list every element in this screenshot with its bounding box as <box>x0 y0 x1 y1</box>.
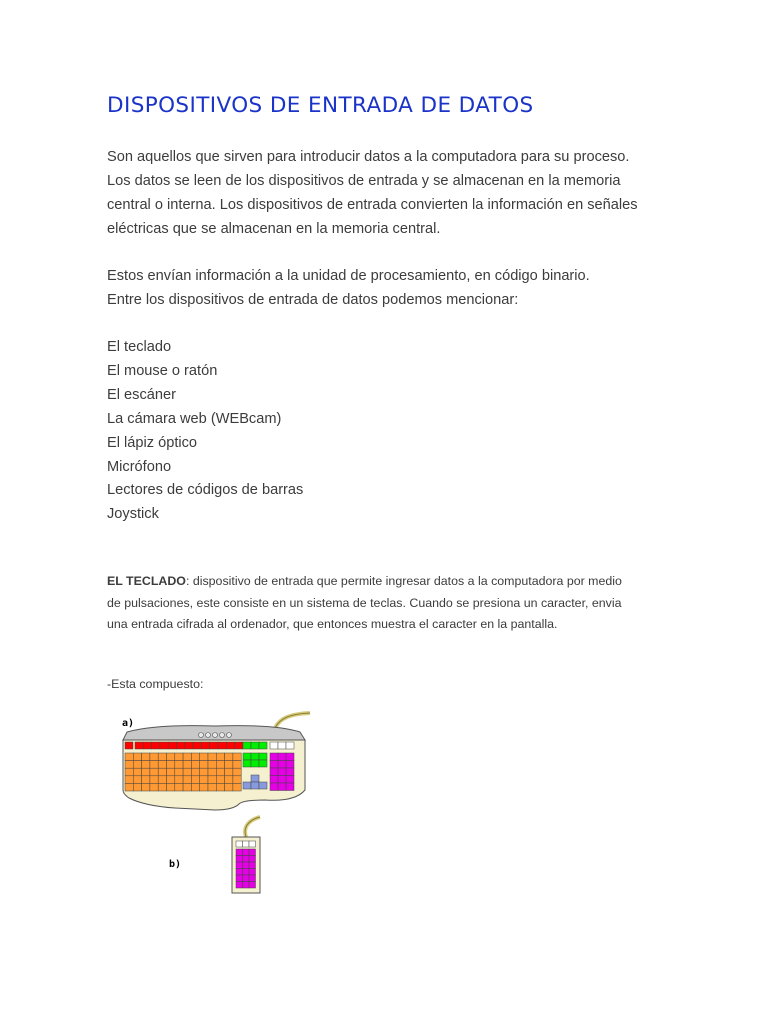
key <box>175 768 183 776</box>
key <box>278 768 286 776</box>
key <box>236 862 243 869</box>
compuesto-label: -Esta compuesto: <box>107 677 204 691</box>
key <box>142 783 150 791</box>
list-item: El lápiz óptico <box>107 434 198 451</box>
key <box>225 761 233 769</box>
key <box>208 761 216 769</box>
key <box>167 761 175 769</box>
second-line: Estos envían información a la unidad de procesamiento, en código binario. <box>107 268 590 284</box>
key <box>236 841 243 847</box>
key <box>125 742 133 749</box>
key <box>185 742 193 749</box>
key <box>233 761 241 769</box>
key <box>150 753 158 761</box>
teclado-line: una entrada cifrada al ordenador, que entonces muestra el caracter en la pantalla. <box>107 617 558 631</box>
key <box>200 776 208 784</box>
key <box>249 869 256 876</box>
key <box>225 783 233 791</box>
key <box>236 849 243 856</box>
key <box>216 761 224 769</box>
key <box>175 761 183 769</box>
key <box>243 760 251 767</box>
keyboard-illustration <box>115 710 325 820</box>
key <box>226 742 234 749</box>
key <box>167 753 175 761</box>
key <box>142 768 150 776</box>
numeric-keypad <box>270 753 294 791</box>
key <box>225 768 233 776</box>
key <box>216 776 224 784</box>
key <box>249 882 256 889</box>
list-item: El mouse o ratón <box>107 362 218 379</box>
key <box>249 875 256 882</box>
list-item: La cámara web (WEBcam) <box>107 410 282 427</box>
key <box>200 783 208 791</box>
key <box>183 753 191 761</box>
key <box>208 768 216 776</box>
key <box>158 768 166 776</box>
key <box>125 783 133 791</box>
key <box>135 742 143 749</box>
key <box>270 761 278 769</box>
key <box>125 776 133 784</box>
key <box>278 783 286 791</box>
intro-line: eléctricas que se almacenan en la memoria central. <box>107 220 441 237</box>
key <box>142 753 150 761</box>
key <box>235 742 243 749</box>
key <box>236 869 243 876</box>
key <box>133 783 141 791</box>
key <box>191 776 199 784</box>
key <box>270 776 278 784</box>
key <box>270 742 278 749</box>
key <box>183 768 191 776</box>
key <box>133 776 141 784</box>
key <box>249 856 256 863</box>
key <box>243 782 251 789</box>
key <box>259 760 267 767</box>
key <box>125 761 133 769</box>
intro-line: Los datos se leen de los dispositivos de entrada y se almacenan en la memoria <box>107 172 621 189</box>
teclado-description <box>107 571 622 636</box>
key <box>251 782 259 789</box>
key <box>158 753 166 761</box>
list-item: El teclado <box>107 339 172 355</box>
intro-line: central o interna. Los dispositivos de entrada convierten la información en señales <box>107 196 638 213</box>
navigation-keys <box>243 742 267 767</box>
key <box>133 761 141 769</box>
key <box>286 776 294 784</box>
key <box>286 742 294 749</box>
key <box>158 783 166 791</box>
key <box>286 783 294 791</box>
key <box>158 761 166 769</box>
key <box>225 776 233 784</box>
key <box>259 753 267 760</box>
second-paragraph <box>107 265 590 313</box>
key <box>236 882 243 889</box>
key <box>125 768 133 776</box>
key <box>286 761 294 769</box>
key <box>278 753 286 761</box>
key <box>133 753 141 761</box>
key <box>225 753 233 761</box>
teclado-line: de pulsaciones, este consiste en un sistema de teclas. Cuando se presiona un caracter, envia <box>107 595 622 610</box>
key <box>210 742 218 749</box>
key <box>200 761 208 769</box>
key <box>168 742 176 749</box>
key <box>167 776 175 784</box>
key <box>236 875 243 882</box>
key <box>150 761 158 769</box>
key <box>278 776 286 784</box>
key <box>251 760 259 767</box>
key <box>243 882 250 889</box>
key <box>183 761 191 769</box>
figure-label-a: a) <box>122 718 135 729</box>
key <box>270 768 278 776</box>
intro-paragraph <box>107 146 638 242</box>
key <box>152 742 160 749</box>
key <box>175 753 183 761</box>
key <box>191 783 199 791</box>
key <box>233 753 241 761</box>
key <box>243 753 251 760</box>
key <box>236 856 243 863</box>
key <box>208 753 216 761</box>
key <box>270 753 278 761</box>
key <box>177 742 185 749</box>
key <box>249 849 256 856</box>
page-title: DISPOSITIVOS DE ENTRADA DE DATOS <box>107 93 534 118</box>
key <box>158 776 166 784</box>
key <box>243 862 250 869</box>
teclado-term: EL TECLADO <box>107 574 186 588</box>
key <box>133 768 141 776</box>
key <box>125 753 133 761</box>
key <box>193 742 201 749</box>
key <box>160 742 168 749</box>
key <box>191 768 199 776</box>
key <box>218 742 226 749</box>
key <box>243 869 250 876</box>
key <box>233 783 241 791</box>
key <box>208 776 216 784</box>
figure-label-b: b) <box>169 859 182 870</box>
key <box>142 776 150 784</box>
list-item: Micrófono <box>107 458 172 475</box>
intro-line: Son aquellos que sirven para introducir datos a la computadora para su proceso. <box>107 149 630 165</box>
key <box>150 776 158 784</box>
list-item: Lectores de códigos de barras <box>107 482 304 499</box>
teclado-line <box>107 571 622 593</box>
key <box>167 768 175 776</box>
key <box>286 753 294 761</box>
key <box>278 761 286 769</box>
status-keys <box>270 742 294 749</box>
key <box>208 783 216 791</box>
key <box>243 875 250 882</box>
key <box>233 768 241 776</box>
key <box>191 761 199 769</box>
second-line: Entre los dispositivos de entrada de datos podemos mencionar: <box>107 291 519 308</box>
key <box>167 783 175 791</box>
key <box>201 742 209 749</box>
key <box>200 768 208 776</box>
key <box>216 768 224 776</box>
main-keys <box>125 753 241 791</box>
key <box>216 783 224 791</box>
list-item: El escáner <box>107 386 176 403</box>
key <box>286 768 294 776</box>
function-keys <box>125 742 243 749</box>
key <box>251 742 259 749</box>
key <box>270 783 278 791</box>
key <box>175 776 183 784</box>
key <box>150 768 158 776</box>
key <box>216 753 224 761</box>
key <box>243 841 250 847</box>
key <box>243 742 251 749</box>
key <box>175 783 183 791</box>
key <box>243 856 250 863</box>
key <box>191 753 199 761</box>
key <box>183 783 191 791</box>
key <box>259 782 267 789</box>
key <box>200 753 208 761</box>
key <box>249 862 256 869</box>
numpad-illustration <box>160 815 280 900</box>
key <box>243 849 250 856</box>
key <box>249 841 256 847</box>
key <box>183 776 191 784</box>
teclado-line-rest: : dispositivo de entrada que permite ingresar datos a la computadora por medio <box>185 574 622 588</box>
key <box>259 742 267 749</box>
key <box>142 761 150 769</box>
key <box>278 742 286 749</box>
key <box>143 742 151 749</box>
key <box>233 776 241 784</box>
key <box>150 783 158 791</box>
list-item: Joystick <box>107 506 159 523</box>
key <box>251 775 259 782</box>
device-list <box>107 336 303 527</box>
key <box>251 753 259 760</box>
